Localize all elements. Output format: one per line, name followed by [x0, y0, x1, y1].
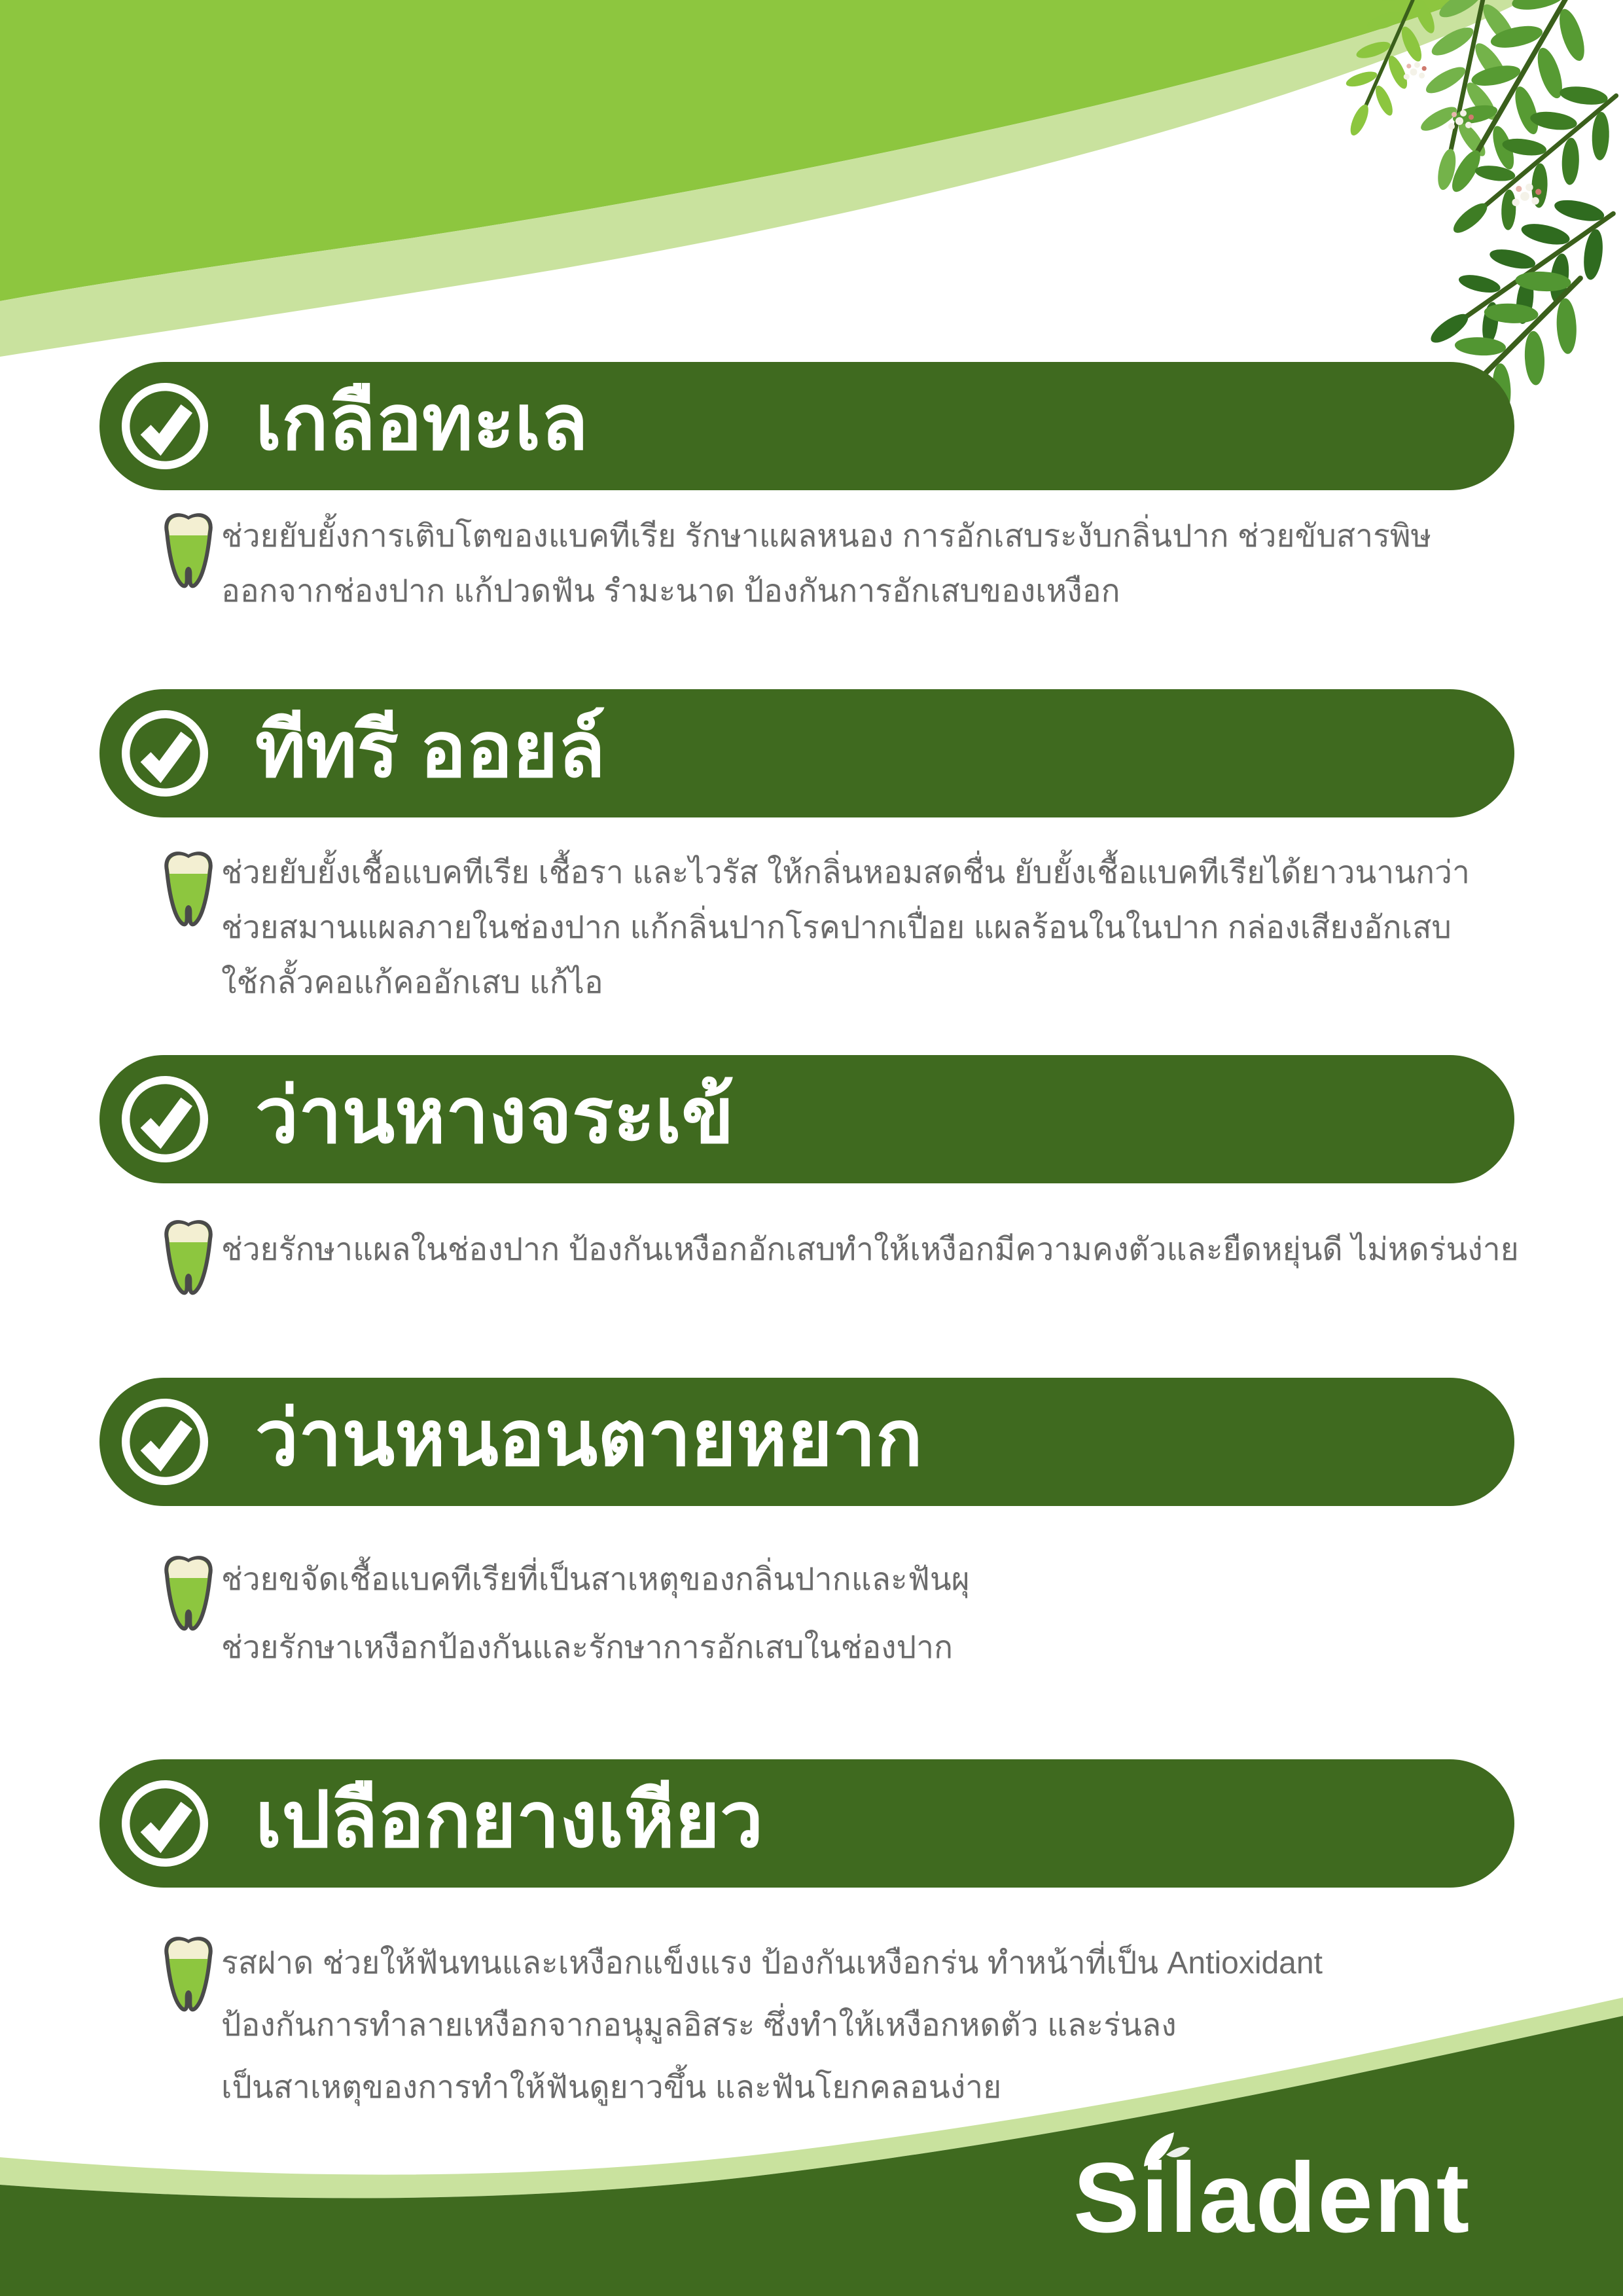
tooth-icon — [156, 1550, 221, 1636]
section-description — [221, 509, 1563, 619]
check-circle-icon — [115, 704, 215, 803]
description-line: ช่วยรักษาแผลในช่องปาก ป้องกันเหงือกอักเสบทำให้เหงือกมีความคงตัวและยืดหยุ่นดี ไม่หดร่นง่าย — [221, 1232, 1519, 1267]
description-line: รสฝาด ช่วยให้ฟันทนและเหงือกแข็งแรง ป้องกันเหงือกร่น ทำหน้าที่เป็น Antioxidant — [221, 1946, 1323, 1981]
tooth-icon — [156, 507, 221, 594]
description-line: ช่วยยับยั้งเชื้อแบคทีเรีย เชื้อรา และไวรัส ให้กลิ่นหอมสดชื่น ยับยั้งเชื้อแบคทีเรียได้ยาวนานกว่า — [221, 855, 1470, 890]
check-circle-icon — [115, 1392, 215, 1492]
section-title: เปลือกยางเหียว — [255, 1777, 764, 1863]
section-description — [221, 1546, 1563, 1682]
section-header-yang-hiao-bark — [99, 1759, 1514, 1888]
check-circle-icon — [115, 376, 215, 476]
description-line: ป้องกันการทำลายเหงือกจากอนุมูลอิสระ ซึ่งทำให้เหงือกหดตัว และร่นลง — [221, 2008, 1177, 2043]
description-line: ใช้กลั้วคอแก้คออักเสบ แก้ไอ — [221, 965, 603, 1000]
check-circle-icon — [115, 1069, 215, 1169]
check-circle-icon — [115, 1774, 215, 1873]
section-header-sea-salt — [99, 362, 1514, 490]
section-title: เกลือทะเล — [255, 380, 588, 466]
description-line: ช่วยสมานแผลภายในช่องปาก แก้กลิ่นปากโรคปากเปื่อย แผลร้อนในในปาก กล่องเสียงอักเสบ — [221, 910, 1452, 945]
description-line: ช่วยรักษาเหงือกป้องกันและรักษาการอักเสบในช่องปาก — [221, 1630, 954, 1665]
description-line: ช่วยยับยั้งการเติบโตของแบคทีเรีย รักษาแผลหนอง การอักเสบระงับกลิ่นปาก ช่วยขับสารพิษ — [221, 519, 1432, 554]
section-title: ทีทรี ออยล์ — [255, 707, 605, 793]
section-header-tea-tree-oil — [99, 689, 1514, 817]
description-line: ออกจากช่องปาก แก้ปวดฟัน รำมะนาด ป้องกันการอักเสบของเหงือก — [221, 574, 1120, 609]
description-line: เป็นสาเหตุของการทำให้ฟันดูยาวขึ้น และฟันโยกคลอนง่าย — [221, 2070, 1002, 2105]
tooth-icon — [156, 1214, 221, 1300]
brand-logo: Siladent — [1073, 2142, 1471, 2253]
section-description — [221, 1223, 1563, 1278]
description-line: ช่วยขจัดเชื้อแบคทีเรียที่เป็นสาเหตุของกลิ่นปากและฟันผุ — [221, 1562, 970, 1597]
section-header-aloe-vera — [99, 1055, 1514, 1183]
section-description — [221, 846, 1563, 1011]
section-title: ว่านหางจระเข้ — [255, 1073, 734, 1159]
section-header-stemona — [99, 1378, 1514, 1506]
section-title: ว่านหนอนตายหยาก — [255, 1395, 923, 1482]
tooth-icon — [156, 846, 221, 932]
